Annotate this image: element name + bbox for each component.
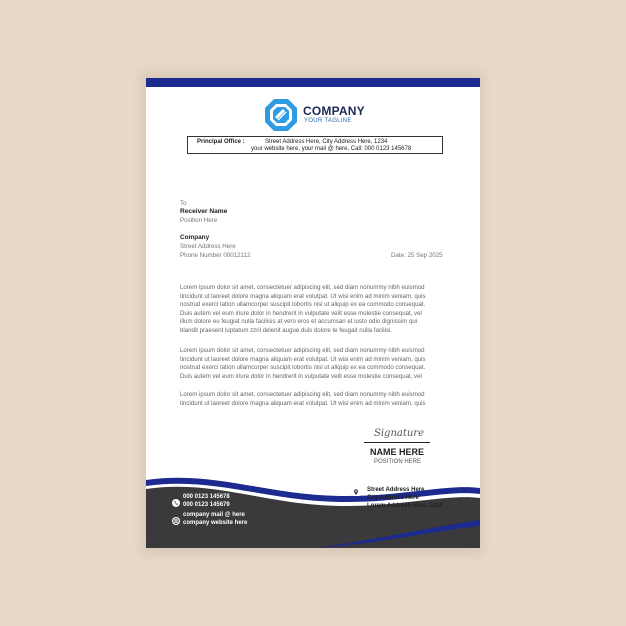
footer-address-1: Street Address Here xyxy=(367,487,425,493)
body-paragraph-2 xyxy=(180,347,450,381)
body-line: illum dolore eu feugiat nulla facilisis at vero eros et accumsan et iusto odio dignissim qui xyxy=(180,318,418,326)
signatory-name: NAME HERE xyxy=(370,447,425,457)
footer-phone-1: 000 0123 145678 xyxy=(183,494,230,500)
office-contact: your website here, your mail @ here, Call: 000 0123 145678 xyxy=(251,146,412,152)
footer-website: company website here xyxy=(183,520,248,526)
body-line: nostrud exerci tation ullamcorper suscipit lobortis nisl ut aliquip ex ea commodo consequat. xyxy=(180,301,426,309)
principal-office-box xyxy=(187,136,443,154)
sender-company: Company xyxy=(180,234,210,241)
footer-mail: company mail @ here xyxy=(183,512,245,518)
body-line: nostrud exerci tation ullamcorper suscipit lobortis nisl ut aliquip ex ea commodo consequat. xyxy=(180,364,426,372)
receiver-name: Receiver Name xyxy=(180,208,228,215)
footer-address-3: Lorem Address Here, 1234 xyxy=(367,503,443,509)
body-line: tincidunt ut laoreet dolore magna aliquam erat volutpat. Ut wisi enim ad minim veniam, quis xyxy=(180,399,426,407)
body-line: Duis autem vel eum iriure dolor in hendrerit in vulputate velit esse molestie consequat, vel xyxy=(180,372,422,380)
body-paragraph-3 xyxy=(180,391,450,408)
hexagon-logo-icon xyxy=(264,98,298,132)
body-line: tincidunt ut laoreet dolore magna aliquam erat volutpat. Ut wisi enim ad minim veniam, quis xyxy=(180,292,426,300)
office-address: Street Address Here, City Address Here, 1234 xyxy=(265,139,388,145)
phone-icon xyxy=(172,499,180,507)
letter-date: Date: 25 Sep 2025 xyxy=(391,252,443,259)
signatory-position: POSITION HERE xyxy=(374,459,422,465)
body-line: Lorem ipsum dolor sit amet, consectetuer adipiscing elit, sed diam nonummy nibh euismod xyxy=(180,284,425,291)
body-paragraph-1 xyxy=(180,284,450,336)
sender-phone: Phone Number 00012112 xyxy=(180,252,251,259)
to-label: To xyxy=(180,200,187,207)
globe-icon xyxy=(172,517,180,525)
body-line: Lorem ipsum dolor sit amet, consectetuer adipiscing elit, sed diam nonummy nibh euismod xyxy=(180,391,425,398)
office-label: Principal Office : xyxy=(197,139,245,145)
body-line: tincidunt ut laoreet dolore magna aliquam erat volutpat. Ut wisi enim ad minim veniam, quis xyxy=(180,355,426,363)
letterhead-page xyxy=(146,78,480,548)
location-pin-icon xyxy=(352,488,360,496)
company-name: COMPANY xyxy=(303,104,365,118)
body-line: Duis autem vel eum iriure dolor in hendrerit in vulputate velit esse molestie consequat, vel xyxy=(180,309,422,317)
receiver-position: Position Here xyxy=(180,217,218,224)
signature-line xyxy=(364,442,430,443)
top-accent-bar xyxy=(146,78,480,87)
footer-phone-2: 000 0123 145679 xyxy=(183,502,230,508)
body-line: Lorem ipsum dolor sit amet, consectetuer adipiscing elit, sed diam nonummy nibh euismod xyxy=(180,347,425,354)
sender-address: Street Address Here xyxy=(180,243,236,250)
company-tagline: YOUR TAGLINE xyxy=(304,118,352,124)
body-line: blandit praesent luptatum zzril delenit augue duis dolore te feugait nulla facilisi. xyxy=(180,326,393,334)
footer-wave xyxy=(146,474,480,548)
signature-script: Signature xyxy=(374,428,425,439)
footer-address-2: City Address Here xyxy=(367,495,419,501)
